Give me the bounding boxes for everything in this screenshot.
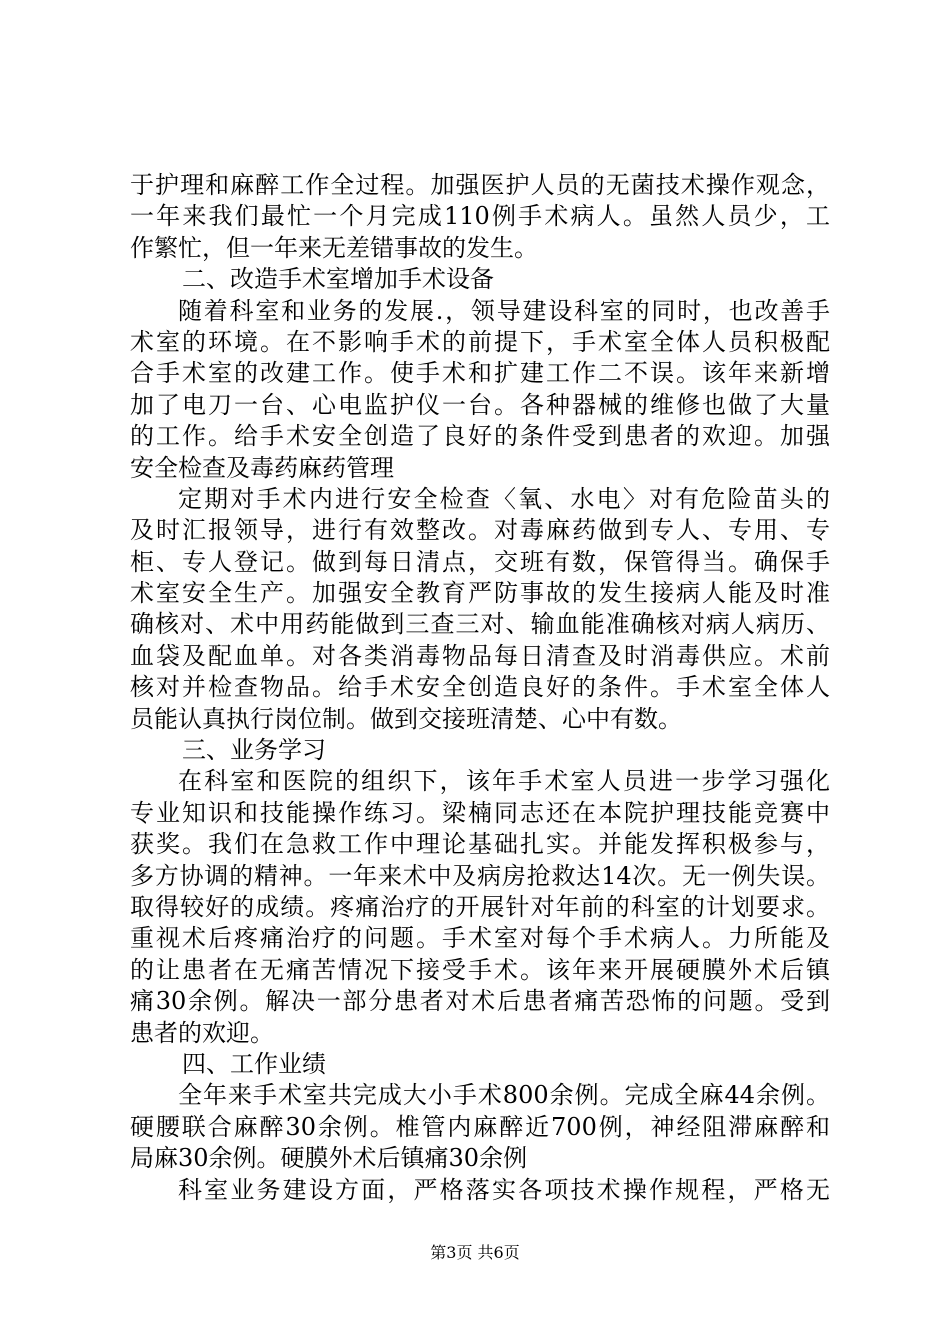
text-line: 一年来我们最忙一个月完成110例手术病人。虽然人员少，工 [130,202,830,231]
text-line: 随着科室和业务的发展.，领导建设科室的同时，也改善手 [178,296,830,325]
text-line: 血袋及配血单。对各类消毒物品每日清查及时消毒供应。术前 [130,641,830,670]
text-line: 的工作。给手术安全创造了良好的条件受到患者的欢迎。加强 [130,422,830,451]
text-line: 取得较好的成绩。疼痛治疗的开展针对年前的科室的计划要求。 [130,892,830,921]
text-line: 多方协调的精神。一年来术中及病房抢救达14次。无一例失误。 [130,861,830,890]
text-line: 患者的欢迎。 [130,1018,274,1047]
text-line: 定期对手术内进行安全检查〈氧、水电〉对有危险苗头的 [178,484,830,513]
text-line: 的让患者在无痛苦情况下接受手术。该年来开展硬膜外术后镇 [130,955,830,984]
text-line: 局麻30余例。硬膜外术后镇痛30余例 [130,1144,528,1173]
text-line: 员能认真执行岗位制。做到交接班清楚、心中有数。 [130,704,682,733]
text-line: 硬腰联合麻醉30余例。椎管内麻醉近700例，神经阻滞麻醉和 [130,1112,830,1141]
text-line: 二、改造手术室增加手术设备 [182,265,494,294]
text-line: 重视术后疼痛治疗的问题。手术室对每个手术病人。力所能及 [130,924,830,953]
text-line: 术室的环境。在不影响手术的前提下，手术室全体人员积极配 [130,327,830,356]
text-line: 确核对、术中用药能做到三查三对、输血能准确核对病人病历、 [130,610,830,639]
text-line: 四、工作业绩 [182,1049,326,1078]
text-line: 柜、专人登记。做到每日清点，交班有数，保管得当。确保手 [130,547,830,576]
text-line: 加了电刀一台、心电监护仪一台。各种器械的维修也做了大量 [130,390,830,419]
text-line: 获奖。我们在急救工作中理论基础扎实。并能发挥积极参与， [130,830,830,859]
text-line: 术室安全生产。加强安全教育严防事故的发生接病人能及时准 [130,579,830,608]
text-line: 三、业务学习 [182,736,326,765]
text-line: 合手术室的改建工作。使手术和扩建工作二不误。该年来新增 [130,359,830,388]
text-line: 痛30余例。解决一部分患者对术后患者痛苦恐怖的问题。受到 [130,987,830,1016]
text-line: 在科室和医院的组织下，该年手术室人员进一步学习强化 [178,767,830,796]
text-line: 作繁忙，但一年来无差错事故的发生。 [130,233,538,262]
text-line: 全年来手术室共完成大小手术800余例。完成全麻44余例。 [178,1081,830,1110]
text-line: 安全检查及毒药麻药管理 [130,453,394,482]
text-line: 核对并检查物品。给手术安全创造良好的条件。手术室全体人 [130,673,830,702]
text-line: 科室业务建设方面，严格落实各项技术操作规程，严格无 [178,1175,830,1204]
page-footer: 第3页 共6页 [430,1243,520,1262]
text-line: 于护理和麻醉工作全过程。加强医护人员的无菌技术操作观念， [130,171,830,199]
text-line: 及时汇报领导，进行有效整改。对毒麻药做到专人、专用、专 [130,516,830,545]
text-line: 专业知识和技能操作练习。梁楠同志还在本院护理技能竞赛中 [130,798,830,827]
body-text [130,170,830,1206]
